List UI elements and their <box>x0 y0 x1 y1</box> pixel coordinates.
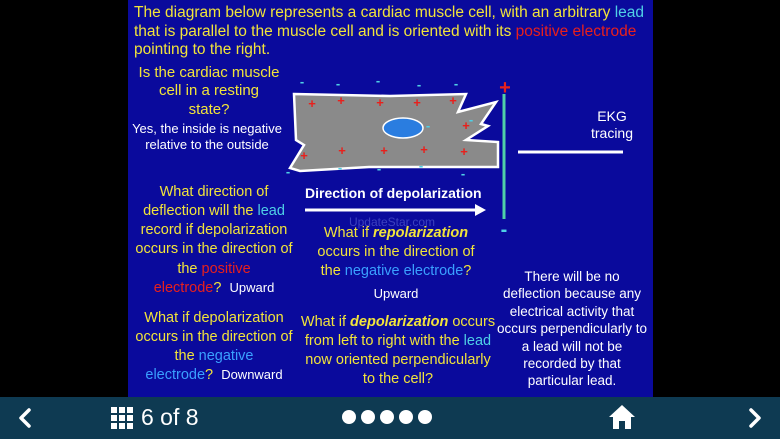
q2-positive-word: positive <box>201 260 251 277</box>
minus-charge: - <box>425 118 431 133</box>
depolarization-arrow-label: Direction of depolarization <box>305 185 482 201</box>
electrode-minus: - <box>500 219 508 241</box>
answer-no-deflection: There will be no deflection because any electrical activity that occurs perpendicularly to a lead will not be recorded by that particular lead. <box>496 269 648 389</box>
question-resting-state: Is the cardiac muscle cell in a resting state? <box>138 64 280 118</box>
chevron-right-icon <box>740 403 770 433</box>
question-lead-deflection <box>132 183 296 298</box>
page-dot[interactable] <box>361 410 375 424</box>
plus-charge: + <box>337 93 345 108</box>
minus-charge: - <box>453 76 459 91</box>
intro-positive-word: positive <box>515 22 569 40</box>
q2-part: What direction of deflection will the <box>143 184 269 220</box>
minus-charge: - <box>460 166 466 181</box>
plus-charge: + <box>376 95 384 110</box>
q5-emphasis: depolarization <box>350 314 449 330</box>
answer-resting-state: Yes, the inside is negative relative to the outside <box>132 121 282 152</box>
plus-charge: + <box>413 95 421 110</box>
question-repolarization <box>306 224 486 281</box>
page-indicator: 6 of 8 <box>141 404 199 430</box>
minus-charge: - <box>418 158 424 173</box>
intro-part: that is parallel to the muscle cell and is oriented with its <box>134 22 516 40</box>
minus-charge: - <box>299 74 305 89</box>
home-icon <box>608 403 636 431</box>
q3-emphasis: repolarization <box>373 225 469 241</box>
q2-part: record if depolarization occurs in the direction of the <box>135 222 293 277</box>
ekg-tracing-label: EKG tracing <box>590 108 634 142</box>
question-perpendicular-lead <box>300 313 496 390</box>
q2-part: ? <box>213 279 222 296</box>
plus-charge: + <box>338 143 346 158</box>
answer-repolarization: Upward <box>373 286 419 301</box>
home-button[interactable] <box>608 403 636 431</box>
intro-part: pointing to the right. <box>134 41 271 59</box>
question-negative-depolarization <box>132 309 296 386</box>
q3-negative-words: negative electrode <box>344 262 464 279</box>
intro-electrode-word: electrode <box>572 22 637 40</box>
minus-charge: - <box>376 161 382 176</box>
navigation-bar <box>0 397 780 439</box>
watermark: UpdateStar.com <box>348 215 436 229</box>
previous-slide-button[interactable] <box>10 403 40 433</box>
plus-charge: + <box>420 142 428 157</box>
page-dots <box>342 397 442 439</box>
intro-lead-word: lead <box>614 4 645 21</box>
plus-charge: + <box>462 118 470 133</box>
page-dot[interactable] <box>342 410 356 424</box>
q2-lead-word: lead <box>257 203 285 220</box>
q2-answer: Upward <box>229 279 275 295</box>
q5-lead-word: lead <box>463 333 492 350</box>
q4-electrode-word: electrode <box>145 367 206 384</box>
q4-part: ? <box>205 367 214 384</box>
q4-part: What if depolarization occurs in the direction of the <box>135 310 293 365</box>
q4-answer: Downward <box>221 367 283 383</box>
q3-part: occurs in the direction of the <box>317 243 475 279</box>
q2-electrode-word: electrode <box>153 279 214 296</box>
chevron-left-icon <box>10 403 40 433</box>
minus-charge: - <box>337 160 343 175</box>
minus-charge: - <box>285 164 291 179</box>
plus-charge: + <box>308 96 316 111</box>
depolarization-arrow-head <box>475 204 486 216</box>
grid-icon <box>110 406 134 430</box>
slide-grid-button[interactable] <box>110 406 134 430</box>
minus-charge: - <box>335 76 341 91</box>
q5-part: now oriented perpendicularly to the cell? <box>305 352 491 388</box>
q3-part: What if <box>323 225 374 241</box>
plus-charge: + <box>380 143 388 158</box>
minus-charge: - <box>375 73 381 88</box>
minus-charge: - <box>468 112 474 127</box>
q5-part: What if <box>300 314 351 330</box>
cell-nucleus <box>383 118 423 138</box>
plus-charge: + <box>449 93 457 108</box>
slide <box>128 0 653 397</box>
page-dot[interactable] <box>380 410 394 424</box>
page-dot[interactable] <box>399 410 413 424</box>
electrode-plus: + <box>499 77 511 99</box>
minus-charge: - <box>416 77 422 92</box>
next-slide-button[interactable] <box>740 403 770 433</box>
q3-part: ? <box>463 262 472 279</box>
plus-charge: + <box>300 148 308 163</box>
plus-charge: + <box>460 144 468 159</box>
q5-part: occurs from left to right with the <box>304 314 496 350</box>
q4-negative-word: negative <box>198 348 254 365</box>
intro-part: The diagram below represents a cardiac muscle cell, with an arbitrary <box>134 4 615 21</box>
page-dot[interactable] <box>418 410 432 424</box>
